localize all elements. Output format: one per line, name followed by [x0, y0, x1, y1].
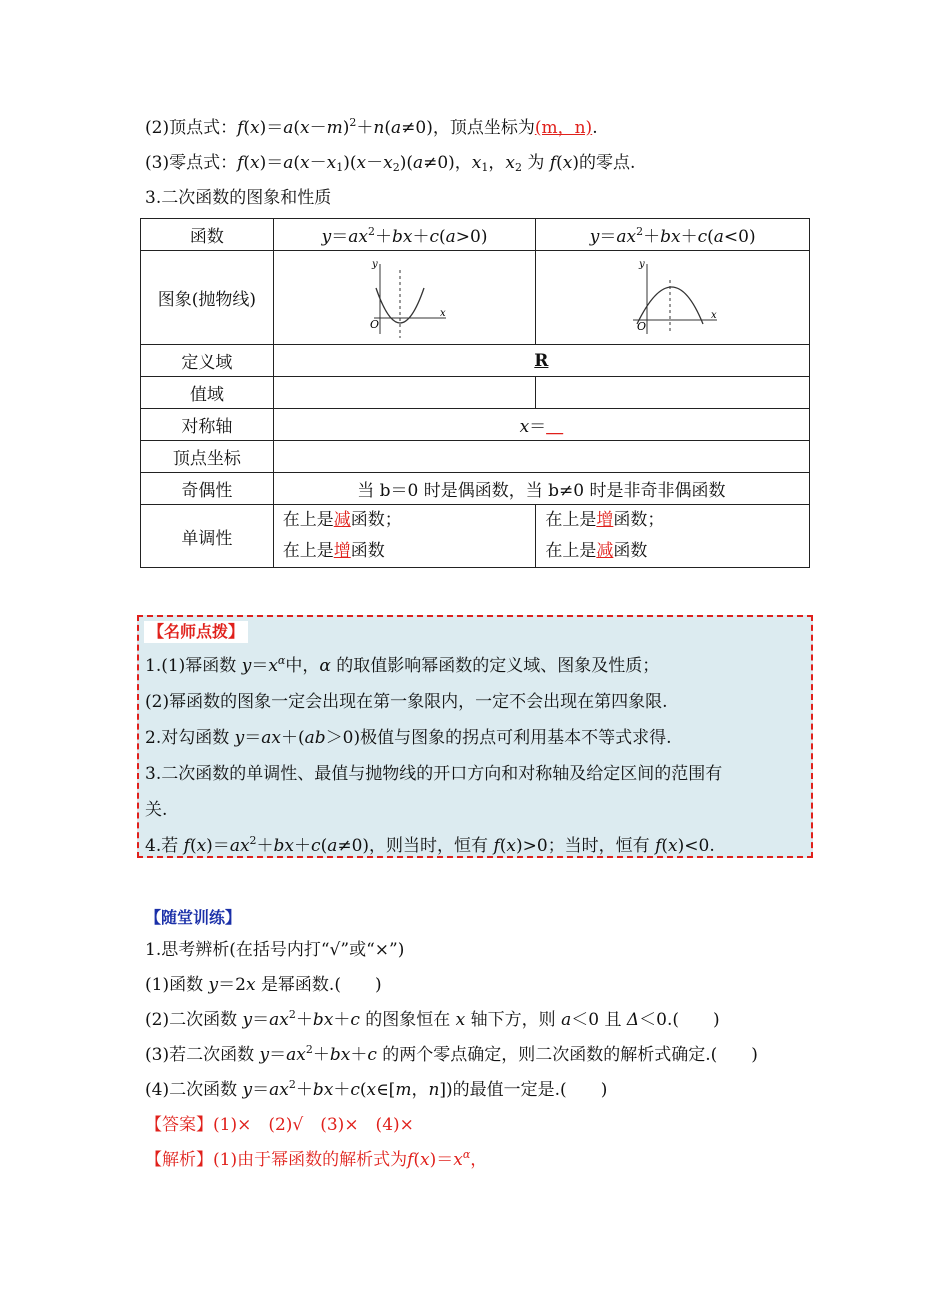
question-intro: 1.思考辨析(在括号内打“√”或“×”) [145, 940, 405, 960]
row-label-function: 函数 [141, 219, 274, 251]
row-label-axis: 对称轴 [141, 409, 274, 441]
tip-text: 1.(1)幂函数 [145, 656, 237, 676]
mono-text: 函数； [613, 510, 665, 530]
mono-text: 函数； [350, 510, 402, 530]
vertex-form-end: . [592, 118, 598, 138]
monotonicity-a-negative [536, 505, 810, 568]
table-row [141, 441, 810, 473]
analysis-line: 【解析】(1)由于幂函数的解析式为$f(x)=x^\alpha$， [145, 1148, 488, 1170]
table-row [141, 345, 810, 377]
q-text: 的图象恒在 [365, 1010, 451, 1030]
tips-title: 【名师点拨】 [144, 621, 248, 643]
axis-value: x＝＿ [273, 409, 809, 441]
range-a-positive [273, 377, 536, 409]
vertex-form-prefix: (2)顶点式： [145, 118, 238, 138]
mono-line [545, 505, 809, 536]
zero-form-line: (3)零点式：$f(x)=a(x-x_1)(x-x_2)(a\ne 0)$，$x_1$，$x_2$ 为 f(x)的零点. [145, 153, 636, 174]
q-text: .( ) [666, 1010, 720, 1030]
tip-line: (2)幂函数的图象一定会出现在第一象限内，一定不会出现在第四象限. [145, 692, 668, 712]
quadratic-properties-table [140, 218, 810, 568]
axis-blank: ＿ [546, 417, 564, 437]
upward-parabola-graph [360, 258, 450, 338]
function-a-positive: $y=ax^2+bx+c(a>0)$ [273, 219, 536, 251]
tip-line: 4.若 $f(x)=ax^2+bx+c(a\ne 0)$，则当时，恒有 f(x)>0；当时，恒有 f(x)<0. [145, 834, 715, 856]
tip-text: 中， [285, 656, 320, 676]
mono-line [545, 536, 809, 567]
downward-parabola-graph [623, 258, 723, 338]
q-text: 的最值一定是.( ) [452, 1080, 608, 1100]
question-2: (2)二次函数 $y=ax^2+bx+c$ 的图象恒在 x 轴下方，则 a＜0 且 Δ＜0.( ) [145, 1008, 720, 1030]
vertex-coordinate: (m，n) [534, 118, 593, 138]
vertex-form-line: (2)顶点式：$f(x)=a(x-m)^2+n(a\ne 0)$，顶点坐标为(m，n). [145, 116, 598, 138]
monotonicity-a-positive [273, 505, 536, 568]
tip-text: 极值与图象的拐点可利用基本不等式求得. [360, 728, 672, 748]
mono-text: 在上是 [545, 541, 597, 561]
analysis-text: (1)由于幂函数的解析式为 [213, 1150, 408, 1170]
practice-title: 【随堂训练】 [145, 908, 242, 927]
q-text: 的两个零点确定，则二次函数的解析式确定.( ) [382, 1045, 758, 1065]
table-row [141, 409, 810, 441]
q-text: (4)二次函数 [145, 1080, 238, 1100]
table-row [141, 473, 810, 505]
parity-value: 当 b＝0 时是偶函数，当 b≠0 时是非奇非偶函数 [273, 473, 809, 505]
tip-text: 4.若 [145, 836, 179, 856]
mono-keyword: 减 [596, 541, 614, 561]
vertex-value [273, 441, 809, 473]
row-label-domain: 定义域 [141, 345, 274, 377]
tip-text: 的取值影响幂函数的定义域、图象及性质； [336, 656, 660, 676]
mono-keyword: 增 [333, 541, 351, 561]
mono-text: 在上是 [545, 510, 597, 530]
mono-text: 函数 [613, 541, 648, 561]
q-text: (2)二次函数 [145, 1010, 238, 1030]
table-row [141, 505, 810, 568]
mono-line [283, 505, 536, 536]
tip-line: 3.二次函数的单调性、最值与抛物线的开口方向和对称轴及给定区间的范围有 [145, 764, 723, 784]
q-text: 轴下方，则 [470, 1010, 556, 1030]
teacher-tips-box [137, 615, 813, 858]
table-row [141, 219, 810, 251]
function-a-negative: $y=ax^2+bx+c(a<0)$ [536, 219, 810, 251]
question-1: (1)函数 y＝2x 是幂函数.( ) [145, 975, 382, 995]
table-row [141, 377, 810, 409]
tip-text: ，则当时，恒有 [369, 836, 489, 856]
tip-line: 1.(1)幂函数 $y=x^\alpha$中，α 的取值影响幂函数的定义域、图象及性质； [145, 654, 660, 676]
zero-form-prefix: (3)零点式： [145, 153, 238, 173]
mono-text: 在上是 [282, 510, 334, 530]
graph-upward-cell [273, 251, 536, 345]
y-axis-label: y [371, 258, 378, 270]
table-row [141, 251, 810, 345]
answer-label: 【答案】 [145, 1115, 213, 1135]
row-label-vertex: 顶点坐标 [141, 441, 274, 473]
answer-text: (1)× (2)√ (3)× (4)× [213, 1115, 414, 1135]
tip-text: 2.对勾函数 [145, 728, 230, 748]
mono-text: 在上是 [282, 541, 334, 561]
x-axis-label: x [710, 309, 717, 321]
tip-line: 2.对勾函数 y＝ax＋(ab＞0)极值与图象的拐点可利用基本不等式求得. [145, 728, 672, 748]
range-a-negative [536, 377, 810, 409]
zero-form-end: 的零点. [578, 153, 636, 173]
row-label-monotonicity: 单调性 [141, 505, 274, 568]
mono-line [283, 536, 536, 567]
q-text: (3)若二次函数 [145, 1045, 255, 1065]
domain-value [273, 345, 809, 377]
analysis-label: 【解析】 [145, 1150, 213, 1170]
tip-line: 关. [145, 800, 168, 820]
section-heading: 3.二次函数的图象和性质 [145, 188, 332, 208]
row-label-parity: 奇偶性 [141, 473, 274, 505]
origin-label: O [369, 317, 379, 331]
graph-downward-cell [536, 251, 810, 345]
question-4: (4)二次函数 $y=ax^2+bx+c(x\in[m$，n])的最值一定是.( ) [145, 1078, 608, 1100]
row-label-graph: 图象(抛物线) [141, 251, 274, 345]
x-axis-label: x [439, 307, 446, 319]
q-text: (1)函数 [145, 975, 204, 995]
q-text: 且 [604, 1010, 622, 1030]
vertex-form-tail: ，顶点坐标为 [432, 118, 535, 138]
y-axis-label: y [638, 258, 645, 270]
domain-value-text: R [534, 350, 549, 371]
q-text: 是幂函数.( ) [260, 975, 382, 995]
answer-line [145, 1113, 414, 1137]
mono-keyword: 减 [333, 510, 351, 530]
zero-form-tail: 为 [527, 153, 545, 173]
mono-keyword: 增 [596, 510, 614, 530]
origin-label: O [636, 319, 646, 333]
row-label-range: 值域 [141, 377, 274, 409]
question-3: (3)若二次函数 $y=ax^2+bx+c$ 的两个零点确定，则二次函数的解析式确定.( ) [145, 1043, 758, 1065]
mono-text: 函数 [350, 541, 385, 561]
tip-text: ；当时，恒有 [547, 836, 650, 856]
